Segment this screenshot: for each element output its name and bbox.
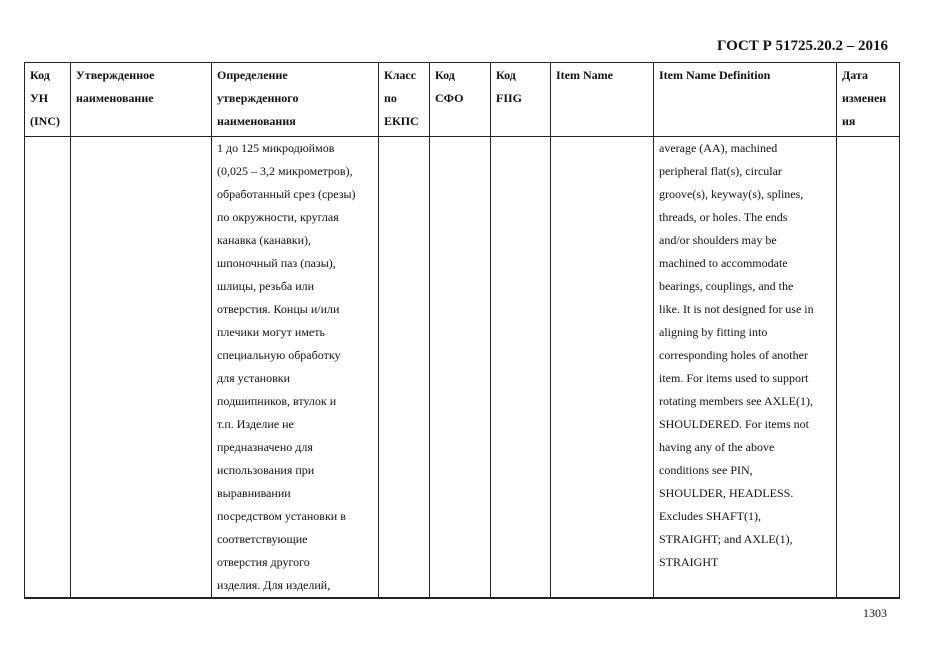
text-line: Excludes SHAFT(1),: [659, 509, 761, 523]
text-line: шпоночный паз (пазы),: [217, 256, 336, 270]
text-line: Код: [435, 68, 455, 82]
text-line: для установки: [217, 371, 290, 385]
cell-item-name-definition: [654, 137, 837, 599]
text-line: выравнивании: [217, 486, 291, 500]
text-line: groove(s), keyway(s), splines,: [659, 187, 804, 201]
text-line: conditions see PIN,: [659, 463, 753, 477]
text-line: Код: [496, 68, 516, 82]
text-line: having any of the above: [659, 440, 775, 454]
item-name-table: [24, 62, 900, 599]
page-number: 1303: [863, 606, 887, 620]
text-line: обработанный срез (срезы): [217, 187, 356, 201]
text-line: посредством установки в: [217, 509, 346, 523]
text-line: наименование: [76, 91, 154, 105]
text-line: Определение: [217, 68, 288, 82]
col-header-item-name-definition: [654, 63, 837, 137]
document-title: ГОСТ Р 51725.20.2 – 2016: [716, 38, 888, 54]
text-line: rotating members see AXLE(1),: [659, 394, 813, 408]
text-line: STRAIGHT; and AXLE(1),: [659, 532, 793, 546]
cell-change-date: [837, 137, 900, 599]
text-line: bearings, couplings, and the: [659, 279, 794, 293]
text-line: ЕКПС: [384, 114, 419, 128]
text-line: специальную обработку: [217, 348, 341, 362]
text-line: изменен: [842, 91, 887, 105]
text-line: по: [384, 91, 397, 105]
col-header-approved-name: [71, 63, 212, 137]
cell-sfo-code: [430, 137, 491, 599]
col-header-definition-ru: [212, 63, 379, 137]
text-line: предназначено для: [217, 440, 313, 454]
cell-approved-name: [71, 137, 212, 599]
text-line: шлицы, резьба или: [217, 279, 315, 293]
text-line: peripheral flat(s), circular: [659, 164, 782, 178]
text-line: канавка (канавки),: [217, 233, 311, 247]
table-header-row: [25, 63, 900, 137]
cell-inc: [25, 137, 71, 599]
text-line: corresponding holes of another: [659, 348, 808, 362]
col-header-item-name: [551, 63, 654, 137]
col-header-ekps-class: [379, 63, 430, 137]
text-line: 1 до 125 микродюймов: [217, 141, 335, 155]
text-line: Класс: [384, 68, 417, 82]
text-line: ия: [842, 114, 856, 128]
cell-item-name: [551, 137, 654, 599]
text-line: СФО: [435, 91, 464, 105]
text-line: and/or shoulders may be: [659, 233, 777, 247]
col-header-change-date: [837, 63, 900, 137]
text-line: average (AA), machined: [659, 141, 778, 155]
text-line: aligning by fitting into: [659, 325, 768, 339]
text-line: использования при: [217, 463, 315, 477]
text-line: отверстия. Концы и/или: [217, 302, 340, 316]
text-line: (INC): [30, 114, 60, 128]
col-header-fiig-code: [491, 63, 551, 137]
text-line: (0,025 – 3,2 микрометров),: [217, 164, 353, 178]
text-line: Item Name Definition: [659, 68, 771, 82]
text-line: изделия. Для изделий,: [217, 578, 331, 592]
cell-definition-ru: [212, 137, 379, 599]
text-line: подшипников, втулок и: [217, 394, 337, 408]
text-line: threads, or holes. The ends: [659, 210, 788, 224]
col-header-sfo-code: [430, 63, 491, 137]
text-line: SHOULDER, HEADLESS.: [659, 486, 794, 500]
text-line: Item Name: [556, 68, 613, 82]
text-line: like. It is not designed for use in: [659, 302, 814, 316]
col-header-inc: [25, 63, 71, 137]
text-line: наименования: [217, 114, 296, 128]
text-line: утвержденного: [217, 91, 299, 105]
table-row: [25, 137, 900, 599]
cell-ekps-class: [379, 137, 430, 599]
text-line: отверстия другого: [217, 555, 310, 569]
text-line: по окружности, круглая: [217, 210, 339, 224]
text-line: machined to accommodate: [659, 256, 788, 270]
text-line: УН: [30, 91, 49, 105]
text-line: Утвержденное: [76, 68, 155, 82]
text-line: item. For items used to support: [659, 371, 809, 385]
text-line: плечики могут иметь: [217, 325, 325, 339]
text-line: т.п. Изделие не: [217, 417, 294, 431]
text-line: соответствующие: [217, 532, 308, 546]
text-line: STRAIGHT: [659, 555, 719, 569]
text-line: Код: [30, 68, 50, 82]
text-line: FIIG: [496, 91, 523, 105]
cell-fiig-code: [491, 137, 551, 599]
text-line: Дата: [842, 68, 868, 82]
text-line: SHOULDERED. For items not: [659, 417, 809, 431]
